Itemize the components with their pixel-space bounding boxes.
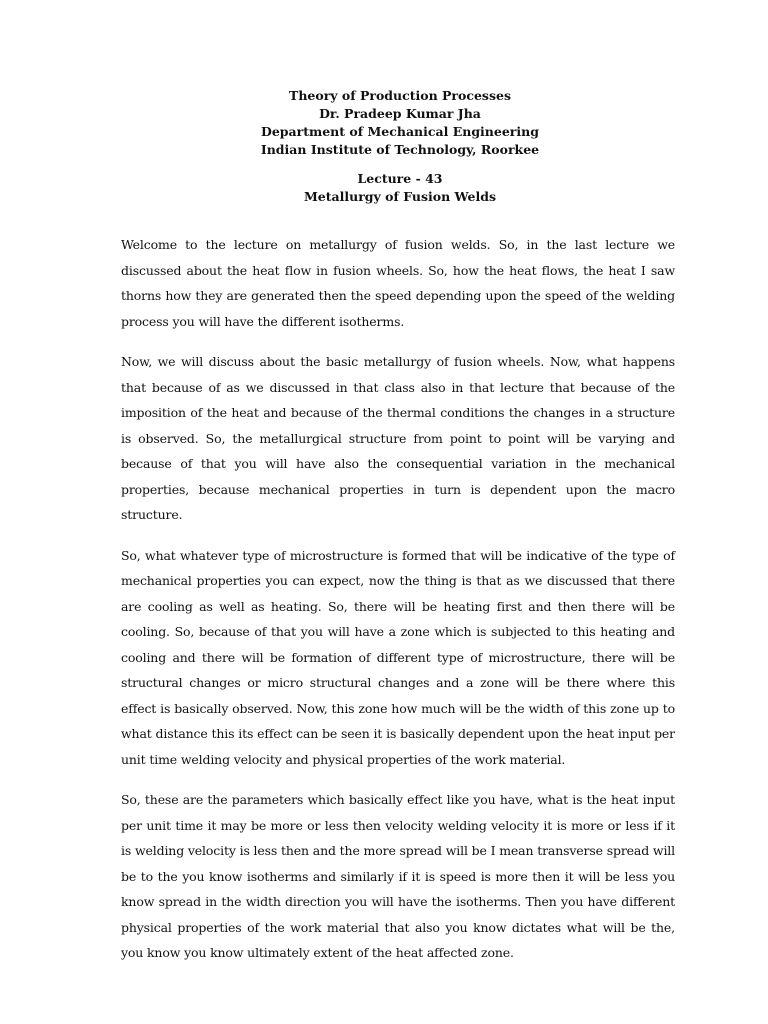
lecture-number: Lecture - 43 [357,171,443,186]
paragraph-1: Welcome to the lecture on metallurgy of fusion welds. So, in the last lecture we discussed about the heat flow in fusion wheels. So, how the heat flows, the heat I saw thorns how they are generated then the speed depending upon the speed of the welding process you will have the different isotherms. [121,237,675,329]
department-name: Department of Mechanical Engineering [261,124,539,139]
document-header [0,87,768,159]
paragraph-4: So, these are the parameters which basically effect like you have, what is the heat input per unit time it may be more or less then velocity welding velocity it is more or less if it is welding velocity is less then and the more spread will be I mean transverse spread will be to the you know isotherms and similarly if it is speed is more then it will be less you know spread in the width direction you will have the isotherms. Then you have different physical properties of the work material that also you know dictates what will be the, you know you know ultimately extent of the heat affected zone. [121,792,675,960]
document-body [121,232,675,981]
institute-name: Indian Institute of Technology, Roorkee [260,142,540,157]
course-title: Theory of Production Processes [289,88,511,103]
lecture-heading [0,170,768,206]
paragraph-3: So, what whatever type of microstructure is formed that will be indicative of the type of mechanical properties you can expect, now the thing is that as we discussed that there are cooling as well as heating. So, there will be heating first and then there will be cooling. So, because of that you will have a zone which is subjected to this heating and cooling and there will be formation of different type of microstructure, there will be structural changes or micro structural changes and a zone will be there where this effect is basically observed. Now, this zone how much will be the width of this zone up to what distance this its effect can be seen it is basically dependent upon the heat input per unit time welding velocity and physical properties of the work material. [121,547,675,767]
lecture-title: Metallurgy of Fusion Welds [303,189,497,204]
author-name: Dr. Pradeep Kumar Jha [319,106,481,121]
paragraph-2: Now, we will discuss about the basic metallurgy of fusion wheels. Now, what happens that because of as we discussed in that class also in that lecture that because of the imposition of the heat and because of the thermal conditions the changes in a structure is observed. So, the metallurgical structure from point to point will be varying and because of that you will have also the consequential variation in the mechanical properties, because mechanical properties in turn is dependent upon the macro structure. [121,354,675,522]
